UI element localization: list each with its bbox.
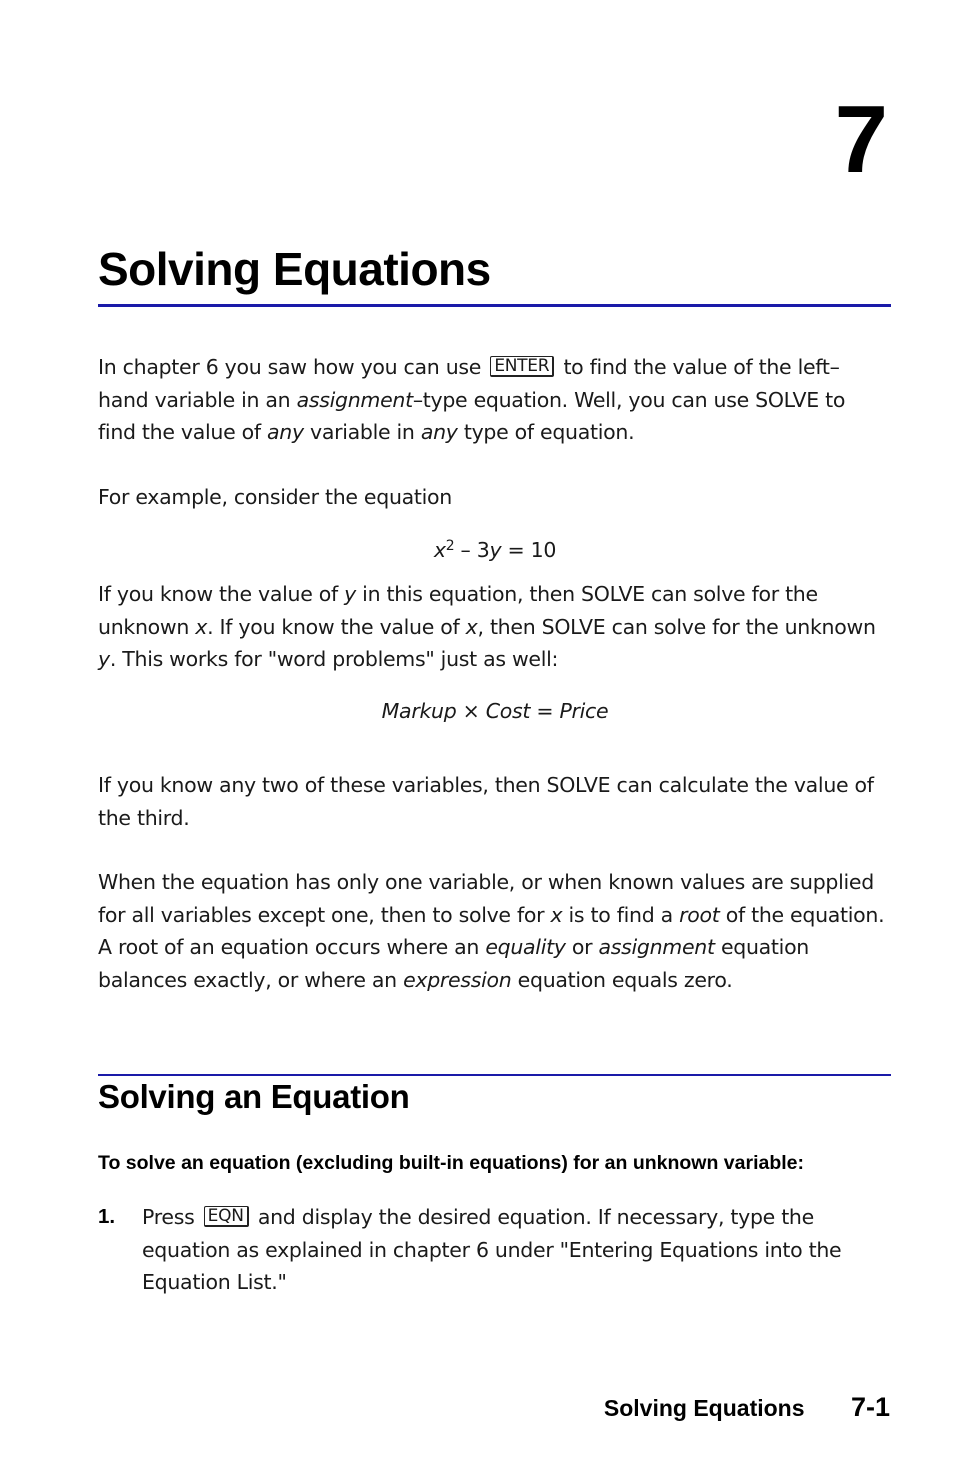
text-span: of the equation. A root of an equation occurs where an [98,902,885,959]
intro-paragraph-4: If you know any two of these variables, then SOLVE can calculate the value of the third. [98,773,874,830]
text-span: If you know the value of [98,582,338,606]
var-y: y [98,647,110,671]
eq-part: = 10 [501,538,557,562]
chapter-title-rule [98,304,891,307]
eqn-key-icon: EQN [204,1206,249,1227]
text-span: is to find a [568,902,673,927]
intro-paragraph-3 [98,578,888,676]
intro-paragraph-1 [98,351,888,449]
text-span: variable in [310,420,415,444]
text-span: –type equation. Well, you can use SOLVE to find the value of [98,387,846,444]
chapter-number: 7 [834,86,888,193]
intro-paragraph-5 [98,866,888,996]
text-span: type of equation. [463,420,635,444]
emphasis-expression: expression [403,967,512,992]
text-span: or [571,935,593,959]
eq-part: – 3 [454,538,490,562]
text-span: in this equation, then SOLVE can solve for the unknown [98,582,818,639]
emphasis-root: root [679,902,720,927]
step-text [142,1201,888,1299]
eq-var-y: y [489,538,502,562]
eq-cost: Cost [485,699,531,723]
var-y: y [344,582,356,606]
eq-price: Price [559,699,609,723]
procedure-heading: To solve an equation (excluding built-in equations) for an unknown variable: [98,1152,805,1174]
emphasis-any: any [266,420,304,444]
eq-exponent: 2 [445,538,455,554]
eq-markup: Markup [381,699,457,723]
text-span: to find the value of the left–hand variable in an [98,355,840,412]
eq-var-x: x [433,538,446,562]
footer-title: Solving Equations [603,1395,805,1421]
equation-quadratic [0,538,954,562]
text-span: Press [142,1205,195,1229]
var-x: x [195,614,208,639]
emphasis-assignment: assignment [296,387,413,412]
step-number: 1. [98,1205,116,1228]
enter-key-icon: ENTER [490,356,554,377]
var-x: x [465,614,478,639]
emphasis-equality: equality [485,935,566,959]
text-span: . If you know the value of [207,614,460,639]
text-span: and display the desired equation. If necessary, type the equation as explained in chapter 6 under "Entering Equations into the Equation List." [142,1205,842,1294]
eq-times: × [456,699,486,723]
page-footer [604,1392,890,1423]
text-span: In chapter 6 you saw how you can use [98,355,482,379]
section-rule [98,1074,891,1076]
text-span: equation equals zero. [517,967,733,992]
equation-markup [0,699,954,723]
page-number: 7-1 [850,1392,890,1422]
text-span: , then SOLVE can solve for the unknown [477,614,876,639]
var-x: x [550,902,563,927]
emphasis-assignment: assignment [598,935,715,959]
chapter-title: Solving Equations [98,243,491,295]
text-span: . This works for "word problems" just as well: [109,647,559,671]
eq-equals: = [530,699,560,723]
text-span: When the equation has only one variable, or when known values are supplied for all variables except one, then to solve for [98,870,874,927]
emphasis-any: any [420,420,458,444]
text-span: equation balances exactly, or where an [98,935,810,992]
section-title: Solving an Equation [98,1078,410,1115]
intro-paragraph-2: For example, consider the equation [98,485,452,509]
